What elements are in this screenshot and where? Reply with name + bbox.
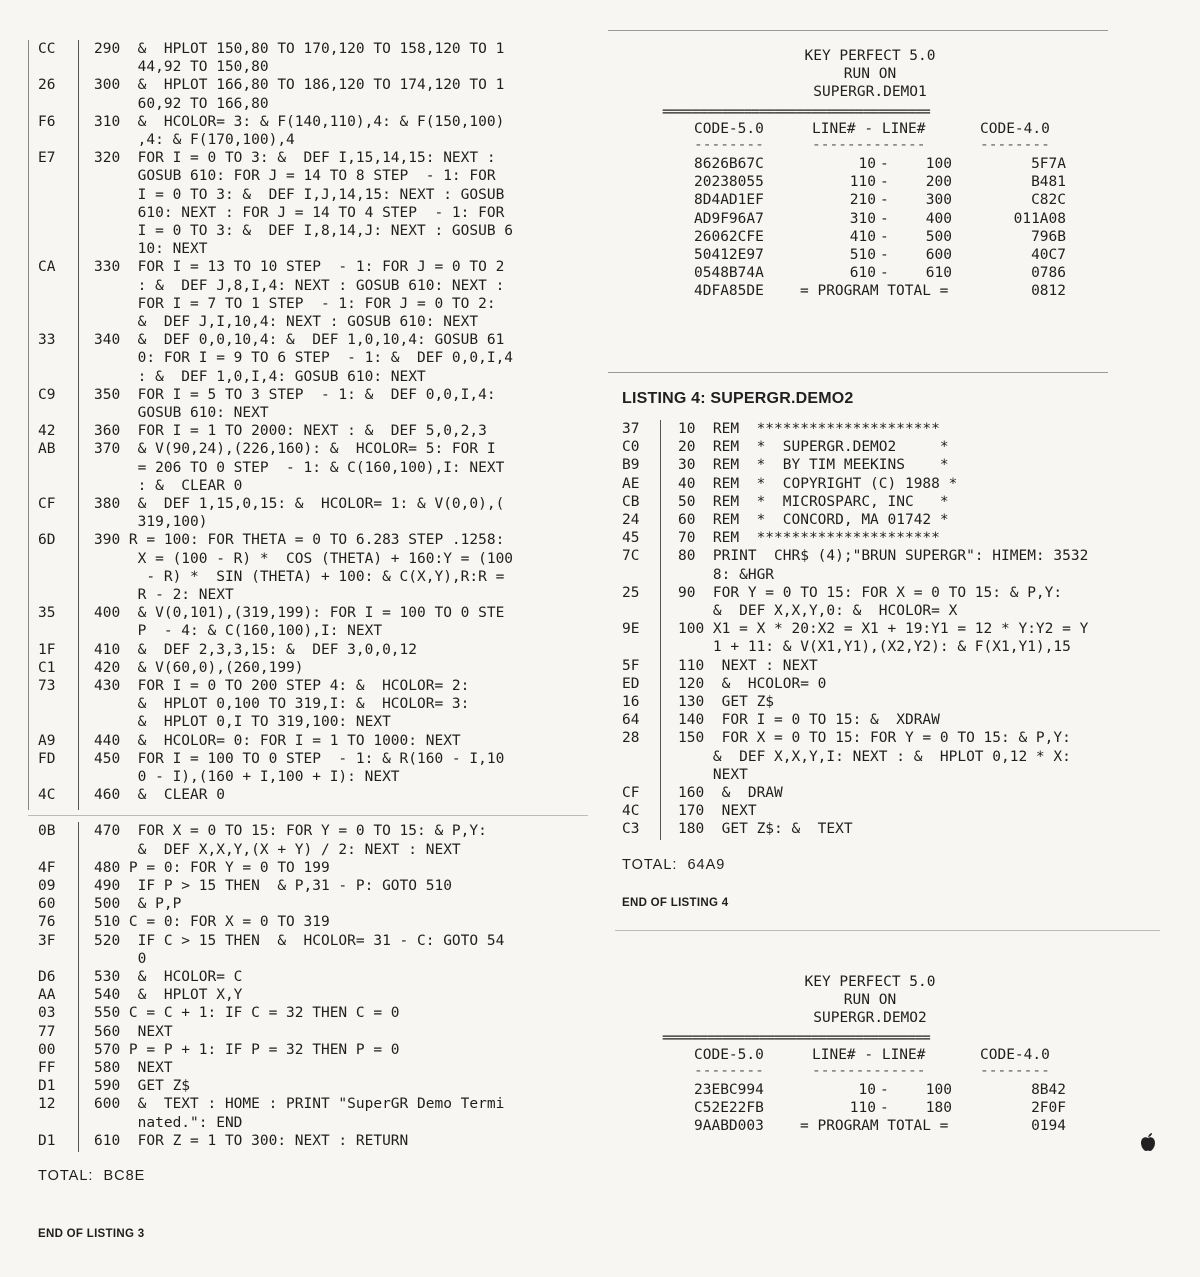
code-text: 490 IF P > 15 THEN & P,31 - P: GOTO 510 bbox=[94, 878, 452, 894]
cell-c4: 40C7 bbox=[1031, 247, 1066, 263]
cell-c5: 20238055 bbox=[694, 174, 764, 191]
total-label: = PROGRAM TOTAL = bbox=[800, 1118, 949, 1135]
checksum: FD bbox=[38, 750, 56, 767]
code-text: 590 GET Z$ bbox=[94, 1078, 191, 1095]
code-text: 610 FOR Z = 1 TO 300: NEXT : RETURN bbox=[94, 1132, 409, 1149]
code-text: 320 FOR I = 0 TO 3: & DEF I,15,14,15: NEXT : bbox=[94, 150, 496, 167]
checksum: AA bbox=[38, 987, 56, 1004]
checksum: 33 bbox=[38, 332, 56, 349]
checksum: 28 bbox=[622, 730, 640, 747]
code-text: 310 & HCOLOR= 3: & F(140,110),4: & F(150,100) bbox=[94, 113, 505, 130]
code-text: 100 X1 = X * 20:X2 = X1 + 19:Y1 = 12 * Y:Y2 = Y bbox=[678, 621, 1089, 638]
cell-c4: 011A08 bbox=[1013, 210, 1066, 227]
code-text: 150 FOR X = 0 TO 15: FOR Y = 0 TO 15: & P,Y: bbox=[678, 730, 1071, 747]
checksum: 73 bbox=[38, 678, 56, 694]
code-text: 160 & DRAW bbox=[678, 785, 783, 801]
code-text: 610: NEXT : FOR J = 14 TO 4 STEP - 1: FOR bbox=[94, 204, 505, 221]
code-text: 560 NEXT bbox=[94, 1023, 173, 1040]
code-text: 450 FOR I = 100 TO 0 STEP - 1: & R(160 - I,10 bbox=[94, 750, 505, 767]
code-text: 130 GET Z$ bbox=[678, 694, 775, 710]
kp1-header-code4: CODE-4.0 bbox=[980, 121, 1050, 137]
cell-sep: - bbox=[880, 192, 889, 209]
code-text: 350 FOR I = 5 TO 3 STEP - 1: & DEF 0,0,I,4: bbox=[94, 386, 496, 403]
cell-c5: 0548B74A bbox=[694, 265, 764, 282]
checksum: AE bbox=[622, 475, 640, 492]
listing-3-break-rule bbox=[28, 815, 588, 816]
cell-from: 10 bbox=[858, 156, 876, 172]
checksum-row bbox=[640, 174, 1100, 192]
checksum: 3F bbox=[38, 932, 56, 949]
code-text: 480 P = 0: FOR Y = 0 TO 199 bbox=[94, 859, 330, 876]
code-text: 10 REM ********************* bbox=[678, 421, 940, 437]
cell-sep: - bbox=[880, 247, 889, 263]
checksum: C1 bbox=[38, 659, 56, 676]
total-label: = PROGRAM TOTAL = bbox=[800, 283, 949, 300]
checksum: A9 bbox=[38, 732, 56, 749]
checksum: 1F bbox=[38, 641, 56, 658]
kp1-header-lines: LINE# - LINE# bbox=[812, 121, 926, 137]
code-text: 370 & V(90,24),(226,160): & HCOLOR= 5: FOR I bbox=[94, 441, 496, 458]
checksum: E7 bbox=[38, 150, 56, 167]
kp2-top-rule bbox=[615, 930, 1160, 931]
code-text: 530 & HCOLOR= C bbox=[94, 969, 243, 985]
checksum: 09 bbox=[38, 878, 56, 894]
code-text: 50 REM * MICROSPARC, INC * bbox=[678, 493, 949, 510]
cell-from: 310 bbox=[849, 210, 876, 227]
code-text: 460 & CLEAR 0 bbox=[94, 787, 225, 804]
kp2-title: KEY PERFECT 5.0 bbox=[804, 974, 936, 990]
cell-sep: - bbox=[880, 174, 889, 191]
checksum: C0 bbox=[622, 439, 640, 456]
code-text: 440 & HCOLOR= 0: FOR I = 1 TO 1000: NEXT bbox=[94, 732, 461, 749]
code-text: 470 FOR X = 0 TO 15: FOR Y = 0 TO 15: & P,Y: bbox=[94, 823, 487, 840]
code-text: 390 R = 100: FOR THETA = 0 TO 6.283 STEP .1258: bbox=[94, 532, 505, 549]
listing-4 bbox=[622, 420, 1182, 850]
code-text: GOSUB 610: NEXT bbox=[94, 405, 269, 421]
total-c5: 4DFA85DE bbox=[694, 283, 764, 300]
cell-c5: 23EBC994 bbox=[694, 1082, 764, 1098]
code-text: 290 & HPLOT 150,80 TO 170,120 TO 158,120 TO 1 bbox=[94, 41, 505, 57]
cell-to: 100 bbox=[925, 1082, 952, 1098]
code-text: 600 & TEXT : HOME : PRINT "SuperGR Demo Termi bbox=[94, 1096, 505, 1113]
cell-c4: 5F7A bbox=[1031, 156, 1066, 172]
checksum: F6 bbox=[38, 113, 56, 130]
cell-c4: 8B42 bbox=[1031, 1082, 1066, 1098]
checksum: 4C bbox=[38, 787, 56, 804]
kp1-dash-code4: -------- bbox=[980, 137, 1050, 153]
listing-4-divider bbox=[660, 420, 661, 840]
code-text: 410 & DEF 2,3,3,15: & DEF 3,0,0,12 bbox=[94, 641, 418, 658]
kp1-header-code5: CODE-5.0 bbox=[694, 121, 764, 137]
code-text: 140 FOR I = 0 TO 15: & XDRAW bbox=[678, 712, 940, 729]
checksum: 25 bbox=[622, 584, 640, 601]
code-text: 570 P = P + 1: IF P = 32 THEN P = 0 bbox=[94, 1041, 400, 1058]
listing-3-divider-lower bbox=[78, 822, 79, 1152]
checksum: 4F bbox=[38, 859, 56, 876]
checksum: B9 bbox=[622, 457, 640, 474]
total-c4: 0194 bbox=[1031, 1118, 1066, 1135]
listing-3-divider bbox=[78, 40, 79, 810]
kp2-dash-code5: -------- bbox=[694, 1063, 764, 1079]
checksum: 5F bbox=[622, 657, 640, 674]
code-text: 520 IF C > 15 THEN & HCOLOR= 31 - C: GOTO 54 bbox=[94, 932, 505, 949]
checksum: 9E bbox=[622, 621, 640, 638]
cell-sep: - bbox=[880, 265, 889, 282]
checksum: 42 bbox=[38, 423, 56, 440]
checksum-row bbox=[640, 247, 1100, 265]
code-text: nated.": END bbox=[94, 1114, 243, 1131]
code-text: 180 GET Z$: & TEXT bbox=[678, 821, 853, 838]
checksum: C9 bbox=[38, 386, 56, 403]
checksum: 24 bbox=[622, 512, 640, 528]
checksum: 76 bbox=[38, 914, 56, 931]
code-text: 120 & HCOLOR= 0 bbox=[678, 675, 827, 692]
checksum: 12 bbox=[38, 1096, 56, 1113]
cell-to: 600 bbox=[925, 247, 952, 263]
code-text: = 206 TO 0 STEP - 1: & C(160,100),I: NEXT bbox=[94, 459, 505, 476]
cell-from: 510 bbox=[849, 247, 876, 263]
code-text: 90 FOR Y = 0 TO 15: FOR X = 0 TO 15: & P,Y: bbox=[678, 584, 1063, 601]
listing-4-end-label: END OF LISTING 4 bbox=[622, 897, 729, 909]
cell-c4: 0786 bbox=[1031, 265, 1066, 282]
code-text: 80 PRINT CHR$ (4);"BRUN SUPERGR": HIMEM: 3532 bbox=[678, 548, 1089, 565]
cell-sep: - bbox=[880, 1100, 889, 1117]
listing-3-left-edge bbox=[28, 40, 29, 810]
code-text: I = 0 TO 3: & DEF I,J,14,15: NEXT : GOSUB bbox=[94, 186, 505, 203]
checksum: 03 bbox=[38, 1005, 56, 1022]
cell-sep: - bbox=[880, 210, 889, 227]
cell-c4: 796B bbox=[1031, 228, 1066, 245]
checksum-row bbox=[640, 229, 1100, 247]
code-text: 550 C = C + 1: IF C = 32 THEN C = 0 bbox=[94, 1005, 400, 1022]
code-text: 500 & P,P bbox=[94, 896, 182, 913]
code-text: 170 NEXT bbox=[678, 803, 757, 820]
code-text: X = (100 - R) * COS (THETA) + 160:Y = (100 bbox=[94, 550, 514, 567]
code-text: 30 REM * BY TIM MEEKINS * bbox=[678, 457, 949, 474]
code-text: 110 NEXT : NEXT bbox=[678, 657, 818, 674]
code-text: 400 & V(0,101),(319,199): FOR I = 100 TO 0 STE bbox=[94, 605, 505, 622]
code-text: : & DEF J,8,I,4: NEXT : GOSUB 610: NEXT : bbox=[94, 277, 505, 294]
listing-4-total: TOTAL: 64A9 bbox=[622, 857, 726, 873]
key-perfect-demo1 bbox=[640, 48, 1100, 308]
cell-to: 610 bbox=[925, 265, 952, 282]
checksum: 45 bbox=[622, 530, 640, 547]
cell-c5: 8626B67C bbox=[694, 156, 764, 172]
code-text: 319,100) bbox=[94, 514, 208, 531]
program-total-row bbox=[640, 283, 1100, 301]
kp1-double-rule: ==================================== bbox=[662, 104, 930, 120]
listing-4-title: LISTING 4: SUPERGR.DEMO2 bbox=[622, 390, 854, 407]
kp1-dash-code5: -------- bbox=[694, 137, 764, 153]
code-text: & DEF X,X,Y,I: NEXT : & HPLOT 0,12 * X: bbox=[678, 748, 1071, 765]
cell-c5: 50412E97 bbox=[694, 247, 764, 263]
cell-c4: B481 bbox=[1031, 174, 1066, 191]
cell-c4: C82C bbox=[1031, 192, 1066, 209]
listing-3-total: TOTAL: BC8E bbox=[38, 1168, 146, 1184]
checksum-row bbox=[640, 192, 1100, 210]
kp1-program-name: SUPERGR.DEMO1 bbox=[813, 84, 927, 100]
kp2-program-name: SUPERGR.DEMO2 bbox=[813, 1010, 927, 1026]
cell-from: 110 bbox=[849, 1100, 876, 1117]
cell-to: 500 bbox=[925, 228, 952, 245]
cell-to: 180 bbox=[925, 1100, 952, 1117]
cell-from: 110 bbox=[849, 174, 876, 191]
code-text: R - 2: NEXT bbox=[94, 587, 234, 603]
code-text: 1 + 11: & V(X1,Y1),(X2,Y2): & F(X1,Y1),15 bbox=[678, 639, 1071, 656]
cell-from: 210 bbox=[849, 192, 876, 209]
listing-3-end-label: END OF LISTING 3 bbox=[38, 1228, 145, 1240]
kp2-dash-row bbox=[640, 1063, 1100, 1081]
kp2-double-rule: ==================================== bbox=[662, 1030, 930, 1046]
code-text: - R) * SIN (THETA) + 100: & C(X,Y),R:R = bbox=[94, 568, 505, 585]
checksum: 16 bbox=[622, 694, 640, 710]
code-text: 360 FOR I = 1 TO 2000: NEXT : & DEF 5,0,2,3 bbox=[94, 423, 487, 440]
code-text: 20 REM * SUPERGR.DEMO2 * bbox=[678, 439, 949, 456]
checksum: CC bbox=[38, 41, 56, 57]
cell-c5: AD9F96A7 bbox=[694, 210, 764, 227]
cell-sep: - bbox=[880, 1082, 889, 1098]
program-total-row bbox=[640, 1118, 1100, 1136]
checksum: 37 bbox=[622, 421, 640, 437]
code-text: 40 REM * COPYRIGHT (C) 1988 * bbox=[678, 475, 958, 492]
kp1-title: KEY PERFECT 5.0 bbox=[804, 48, 936, 64]
cell-from: 610 bbox=[849, 265, 876, 282]
kp2-dash-lines: ------------- bbox=[812, 1063, 926, 1079]
kp1-run-on: RUN ON bbox=[843, 66, 897, 82]
checksum: 7C bbox=[622, 548, 640, 565]
kp1-dash-lines: ------------- bbox=[812, 137, 926, 153]
kp2-dash-code4: -------- bbox=[980, 1063, 1050, 1079]
code-text: 60 REM * CONCORD, MA 01742 * bbox=[678, 512, 949, 528]
checksum: AB bbox=[38, 441, 56, 458]
kp2-run-on: RUN ON bbox=[843, 992, 897, 1008]
code-text: & HPLOT 0,I TO 319,100: NEXT bbox=[94, 714, 391, 731]
code-text: 380 & DEF 1,15,0,15: & HCOLOR= 1: & V(0,0),( bbox=[94, 496, 505, 512]
checksum: CA bbox=[38, 259, 56, 276]
checksum: CF bbox=[622, 785, 640, 801]
kp2-header-lines: LINE# - LINE# bbox=[812, 1047, 926, 1063]
cell-c5: 8D4AD1EF bbox=[694, 192, 764, 209]
code-text: & DEF X,X,Y,0: & HCOLOR= X bbox=[678, 603, 958, 619]
checksum: FF bbox=[38, 1060, 56, 1076]
kp1-dash-row bbox=[640, 137, 1100, 155]
code-text: 60,92 TO 166,80 bbox=[94, 95, 269, 112]
code-text: 340 & DEF 0,0,10,4: & DEF 1,0,10,4: GOSUB 61 bbox=[94, 332, 505, 349]
checksum-row bbox=[640, 1082, 1100, 1100]
checksum-row bbox=[640, 265, 1100, 283]
checksum: D1 bbox=[38, 1078, 56, 1095]
code-text: 0 - I),(160 + I,100 + I): NEXT bbox=[94, 769, 400, 785]
cell-to: 200 bbox=[925, 174, 952, 191]
code-text: 330 FOR I = 13 TO 10 STEP - 1: FOR J = 0 TO 2 bbox=[94, 259, 505, 276]
code-text: 0: FOR I = 9 TO 6 STEP - 1: & DEF 0,0,I,4 bbox=[94, 350, 514, 367]
cell-c4: 2F0F bbox=[1031, 1100, 1066, 1117]
code-text: GOSUB 610: FOR J = 14 TO 8 STEP - 1: FOR bbox=[94, 168, 496, 185]
kp2-header-code4: CODE-4.0 bbox=[980, 1047, 1050, 1063]
total-c4: 0812 bbox=[1031, 283, 1066, 300]
code-text: 70 REM ********************* bbox=[678, 530, 940, 547]
code-text: ,4: & F(170,100),4 bbox=[94, 132, 295, 148]
cell-to: 400 bbox=[925, 210, 952, 227]
checksum: 00 bbox=[38, 1041, 56, 1058]
code-text: 510 C = 0: FOR X = 0 TO 319 bbox=[94, 914, 330, 931]
key-perfect-demo2 bbox=[640, 974, 1100, 1154]
code-text: : & CLEAR 0 bbox=[94, 477, 243, 494]
total-c5: 9AABD003 bbox=[694, 1118, 764, 1135]
listing-3 bbox=[38, 40, 598, 1180]
checksum-row bbox=[640, 211, 1100, 229]
code-text: : & DEF 1,0,I,4: GOSUB 610: NEXT bbox=[94, 368, 426, 385]
apple-logo-icon bbox=[1140, 1132, 1156, 1152]
checksum: 35 bbox=[38, 605, 56, 622]
checksum: C3 bbox=[622, 821, 640, 838]
cell-sep: - bbox=[880, 228, 889, 245]
checksum: 6D bbox=[38, 532, 56, 549]
kp2-header-code5: CODE-5.0 bbox=[694, 1047, 764, 1063]
code-text: 0 bbox=[94, 950, 147, 967]
checksum: 26 bbox=[38, 77, 56, 94]
cell-from: 10 bbox=[858, 1082, 876, 1098]
cell-c5: 26062CFE bbox=[694, 228, 764, 245]
checksum: 0B bbox=[38, 823, 56, 840]
checksum: D6 bbox=[38, 969, 56, 985]
cell-to: 100 bbox=[925, 156, 952, 172]
cell-from: 410 bbox=[849, 228, 876, 245]
kp1-bottom-rule bbox=[608, 372, 1108, 373]
checksum: ED bbox=[622, 675, 640, 692]
checksum: D1 bbox=[38, 1132, 56, 1149]
code-text: & HPLOT 0,100 TO 319,I: & HCOLOR= 3: bbox=[94, 696, 470, 713]
code-text: 430 FOR I = 0 TO 200 STEP 4: & HCOLOR= 2: bbox=[94, 678, 470, 694]
checksum: CF bbox=[38, 496, 56, 512]
code-text: 8: &HGR bbox=[678, 566, 775, 583]
code-text: NEXT bbox=[678, 766, 748, 783]
code-text: & DEF X,X,Y,(X + Y) / 2: NEXT : NEXT bbox=[94, 841, 461, 858]
code-text: 44,92 TO 150,80 bbox=[94, 59, 269, 76]
checksum: 4C bbox=[622, 803, 640, 820]
code-text: 540 & HPLOT X,Y bbox=[94, 987, 243, 1004]
cell-to: 300 bbox=[925, 192, 952, 209]
checksum-row bbox=[640, 1100, 1100, 1118]
cell-c5: C52E22FB bbox=[694, 1100, 764, 1117]
checksum: CB bbox=[622, 493, 640, 510]
code-text: 580 NEXT bbox=[94, 1060, 173, 1076]
code-text: 10: NEXT bbox=[94, 241, 208, 258]
code-text: I = 0 TO 3: & DEF I,8,14,J: NEXT : GOSUB 6 bbox=[94, 223, 514, 239]
checksum: 77 bbox=[38, 1023, 56, 1040]
kp1-top-rule bbox=[608, 30, 1108, 31]
checksum: 64 bbox=[622, 712, 640, 729]
code-text: 420 & V(60,0),(260,199) bbox=[94, 659, 304, 676]
checksum: 60 bbox=[38, 896, 56, 913]
code-text: 300 & HPLOT 166,80 TO 186,120 TO 174,120 TO 1 bbox=[94, 77, 505, 94]
code-text: FOR I = 7 TO 1 STEP - 1: FOR J = 0 TO 2: bbox=[94, 295, 496, 312]
cell-sep: - bbox=[880, 156, 889, 172]
checksum-row bbox=[640, 156, 1100, 174]
code-text: P - 4: & C(160,100),I: NEXT bbox=[94, 623, 383, 640]
code-text: & DEF J,I,10,4: NEXT : GOSUB 610: NEXT bbox=[94, 314, 479, 330]
